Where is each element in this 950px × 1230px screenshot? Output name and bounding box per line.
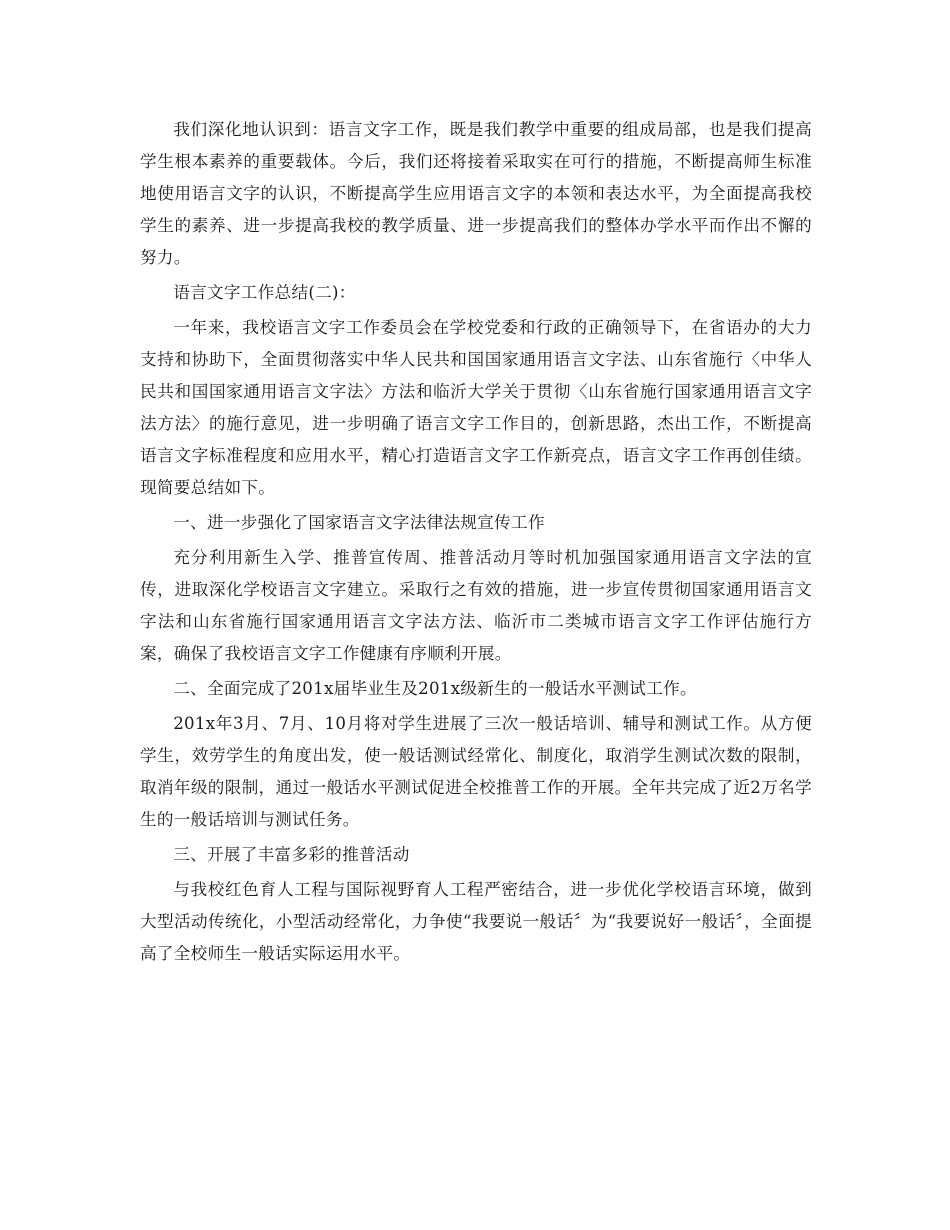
paragraph-mandarin-testing: 201x年3月、7月、10月将对学生进展了三次一般话培训、辅导和测试工作。从方便学生，效劳学生的角度出发，使一般话测试经常化、制度化，取消学生测试次数的限制，取消年级的限制，通过一般话水平测试促进全校推普工作的开展。全年共完成了近2万名学生的一般话培训与测试任务。 (140, 714, 812, 829)
paragraph-overview: 一年来，我校语言文字工作委员会在学校党委和行政的正确领导下，在省语办的大力支持和协助下，全面贯彻落实中华人民共和国国家通用语言文字法、山东省施行〈中华人民共和国国家通用语言文字法〉方法和临沂大学关于贯彻〈山东省施行国家通用语言文字法方法〉的施行意见，进一步明确了语言文字工作目的，创新思路，杰出工作，不断提高语言文字标准程度和应用水平，精心打造语言文字工作新亮点，语言文字工作再创佳绩。现简要总结如下。 (140, 318, 812, 497)
heading-promotion-activities: 三、开展了丰富多彩的推普活动 (173, 845, 410, 864)
paragraph-conclusion: 我们深化地认识到：语言文字工作，既是我们教学中重要的组成局部，也是我们提高学生根本素养的重要载体。今后，我们还将接着采取实在可行的措施，不断提高师生标准地使用语言文字的认识，不断提高学生应用语言文字的本领和表达水平，为全面提高我校学生的素养、进一步提高我校的教学质量、进一步提高我们的整体办学水平而作出不懈的努力。 (140, 120, 812, 267)
section-title-summary-two: 语言文字工作总结(二)： (173, 283, 356, 302)
heading-law-publicity: 一、进一步强化了国家语言文字法律法规宣传工作 (173, 513, 545, 532)
paragraph-law-publicity: 充分利用新生入学、推普宣传周、推普活动月等时机加强国家通用语言文字法的宣传，进取深化学校语言文字建立。采取行之有效的措施，进一步宣传贯彻国家通用语言文字法和山东省施行国家通用语言文字法方法、临沂市二类城市语言文字工作评估施行方案，确保了我校语言文字工作健康有序顺利开展。 (140, 548, 812, 663)
paragraph-promotion-activities: 与我校红色育人工程与国际视野育人工程严密结合，进一步优化学校语言环境，做到大型活动传统化，小型活动经常化，力争使“我要说一般话〞为“我要说好一般话〞，全面提高了全校师生一般话实际运用水平。 (140, 880, 812, 963)
heading-mandarin-testing: 二、全面完成了201x届毕业生及201x级新生的一般话水平测试工作。 (173, 679, 697, 698)
document-body (140, 114, 812, 970)
